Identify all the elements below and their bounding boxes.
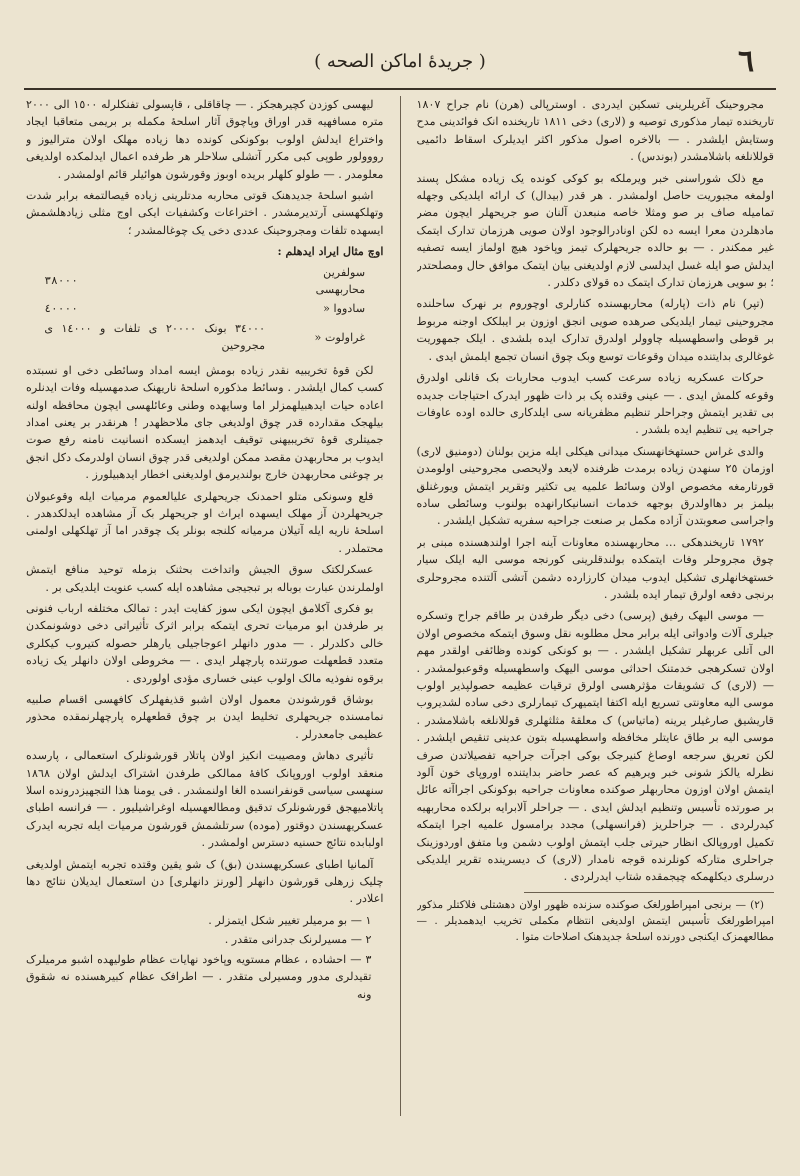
page-number: ٦ bbox=[737, 43, 755, 79]
battle-name: سولفرین محاربهسی bbox=[315, 265, 366, 297]
paragraph: عسکرلکتک سوق الجیش واتداخت بحثنک بزمله توحید منافع ایتمش اولملرندن عبارت بوباله بر تبجیجی مشاهده ایله کسب عنویت ایلدیکی بر . bbox=[26, 563, 384, 594]
header-rule bbox=[24, 88, 776, 90]
text-columns bbox=[26, 96, 774, 1116]
right-column bbox=[417, 96, 775, 1116]
paragraph: مع ذلک شوراسنی خبر ویرملکه بو کوکی کونده یک زیاده مشکل پسند اولمغه مجبوریت حاصل اولمشدر . هر قدر (بیدال) ک ارائه ایلدیکی وجهله تمامیله صاف بر صو ومثلا خاصه منبعدن آلنان صو جریحهلر ایچون مضر مادهلردن معرا ایسه ده لکن اونادرالوجود اولان صویی هرزمان تدارک ایتمک غیر ممکندر . — بو حالده جریحهلرک تیمز وپاخود هیچ اولماز ایسه تصفیه ایدلش صو ایله غسل ایدلسی لازم اولدیغنی بیان ایتمک موافق حال ومصلحتدر ؛ بو سویی هرزمان تدارک ایتمک ده قولای دکلدر . bbox=[416, 171, 774, 290]
table-row bbox=[40, 299, 369, 318]
paragraph: قلع وسونکی متلو احمدنک جریحهلری علیالعموم مرمیات ایله وقوعبولان جریحهلردن آز مهلک ایسهده ایراث او جریحهلر بک آز مشاهده ایدلکدهدر . اسلحهٔ ناریه ایله آتیلان مرمیانه کلنجه بونلر یک چوقدر اما آز تهلکهلی اولمنی محتملدر . bbox=[26, 489, 384, 555]
list-item: ١ — بو مرمیلر تغییر شکل ایتمزلر . bbox=[208, 913, 372, 927]
paragraph: بو فکری آکلامق ایچون ایکی سوز کفایت ایدر : تمالک مختلفه ارباب فنونی بر طرفدن ابو مرمیات تحری ایتمکه برابر اثرک تأثیراتی دخی دوشونمکدن خالی دکلدرلر . — مدور دانهلر اعوجاجیلی یارهلر حصوله کتیروب کیکلری متعدد قطعهلت صورتنده پارچهلر ایدی . — مخروطی اولان دانهلر یک زیاده برقوه نفوذیه مالک اولوب عینی خساری مؤدی اولوردی . bbox=[26, 601, 384, 685]
casualty-count: ٤٠٠٠٠ bbox=[44, 302, 78, 316]
column-divider bbox=[400, 96, 401, 1116]
paragraph: والدی غراس حستهخانهسنک میدانی هیکلی ایله مزین بولنان (دومنیق لاری) اوزمان ٢٥ سنهدن زیاده برمدت ظرفنده لایعد ولایحصی مجروحینی اولومدن قورتارمغه مخصوص اولان وسائط علمیه یی تکثیر وتقریر ایتمش ویورغنلق بیلمز بر دهااولدرق بوجهه خدمات انسانیکارانهده بولنوب وسائطی ساده واجراسی صعوبتدن آزاده مکمل بر صنعت جراحیه سفریه تشکیل ایلشدر . bbox=[416, 444, 774, 528]
page-header bbox=[24, 38, 776, 84]
battle-name: غراولوت « bbox=[314, 330, 366, 344]
paragraph: — موسی الیهک رفیق (پرسی) دخی دیگر طرفدن بر طاقم جراح وتسکره جیلری آلات وادواتی ایله برابر محل مطلوبه نقل وسوق ایتمکه مخصوص اولان الی آتلی عربهلر تشکیل ایلشدر . — بو کونکی کونده وظائفی اولقدر مهم اولان تسکرهجی خدمتنک احداثی موسی الیهک واسطهسیله وقوعبولمشدر . — (لاری) ک تشویقات مؤثرهسی اولرق ترقیات عظیمه حصولپذیر اولوب موسی الیه معاونتی تسریع ایله اکتفا ایتمیهرک تیمارلری دخی ساده لشدیروب قاریشیق صارغیلر یرینه (ماتیاس) ک معلقهٔ مثلثهلری قوللانلغه باشلامشدر . موسی الیه بر طاق عایتلر مخافظه واسطهسیله بتون عدینی تنقیص ایلشدر . لکن تعریق سرجعه اوصاغ کنیرجک بوکی اجرآت جراحیه تفصیلاتدن صرف نظرله یالکز شونی خبر ویرهیم که عصر حاضر بدایتنده اوروپای خون آلود ایتمش اولان اوزون محاربهلر صوکنده معاونات جراحیه بوکونکی اجراآته عائل بر صورتده تأسیس وتنظیم ایدلش ایدی . — جراحلر آلابرایه برلکده محاربهیه کیدرلردی . — جراحلریز (فرانسهلی) مجدد برامسول علمیه اجرا ایتمکه تکمیل اوروپالک انظار حیرتی جلب ایتمش اولوب دشمن وبا متفق اوردوزینک جراحلری متارکه کونلرنده قوجه نامدار (لاری) ک دیسرینده تقریر ایلدیکی درسلری دیکلهمکه چیجمقده شتاب ایدرلردی . bbox=[416, 609, 774, 884]
battle-name: سادووا « bbox=[323, 302, 366, 316]
paragraph: ١٧٩٢ تاریخندهکی … محاربهسنده معاونات آینه اجرا اولندهسنده مبنی بر چوق مجروحلر وفات ایتمکده بولندقلرینی کورنجه موسی الیه ایلک سیار خستهخانهلری تشکیل ایدوب میدان کارزارده دشمن آتشی آلتنده مجروحلری برنجی دفعه اولرق تیمار ایده بلشدر . bbox=[416, 535, 774, 601]
paragraph: لکن قوهٔ تخریبیه نقدر زیاده بومش ایسه امداد وسائطی دخی او نسبتده کسب کمال ایلشدر . وسائط مذکوره اسلحهٔ ناریهنک صدمهسیله وفات ایدنلره اعاده حیات ایدهبیلهمزلر اما وسایهده وطنی وعائلهسی ایچون محافظه اولنه بیلهجک مقدارده قدر چوق اولدیغی جای ملاحظهدر ! هرنقدر بر یعنی امداد جمیتلری قوهٔ تخریبیهنی توقیف ایدهمز ایسکده انسانیت نامنه رفع صوت ایدوب بر محاربهدن مقصد ممکن اولدیغی قدر چوق انسان اولدرمک دکل انجق بر چوغنی محاربهدن خارج بولندیرمق اولدیغنی اخطار ایدهبیلورز . bbox=[26, 363, 384, 482]
casualty-count: ٣٨٠٠٠ bbox=[44, 274, 78, 288]
paragraph: مجروحینک آغریلرینی تسکین ایدردی . اوسترپالی (هرن) نام جراح ١٨٠٧ تاریخنده تیمار مذکوری توصیه و (لاری) دخی ١٨١١ تاریخنده انک فوائدینی مدح وستایش ایلشدر . — بالاخره اصول مذکور اکثر ایدیلرک اسقاط دائمیی قوللانلغه باشلامشدر (بوندس) . bbox=[416, 98, 774, 164]
list-item: ٣ — احشاده ، عظام مستویه وپاخود نهایات عظام طولیهده اشبو مرمیلرک تقیدلری مدور ومسیرلی متقدر . — اطرافک عظام کبیرهسنده نه شقوق ونه bbox=[26, 952, 372, 1001]
list-item: ٢ — مسیرلرنک جدرانی متقدر . bbox=[224, 933, 372, 947]
table-row bbox=[40, 263, 369, 300]
numbered-list bbox=[26, 912, 372, 1003]
paragraph: تأثیری دهاش ومصیبت انکیز اولان پاتلار قورشونلرک استعمالی ، پارسده منعقد اولوب اوروپانک کافهٔ ممالکی طرفدن اشتراک ایدلش اولان ١٨٦٨ سنهسی سیاسی قونفرانسده الغا اولنمشدر . فی یومنا هذا التجهیزدرونده اسلا پاتلامیهجق قورشونلرک تدقیق ومطالعهسیله اوغراشیلیور . — فرانسه اطبای عسکریهسندن دوقتور (موده) سرتلشمش قورشون مرمیات ایله تجربه ایدرک اولبابده نتائج حسنیه دسترس اولمشدر . bbox=[26, 749, 384, 850]
footnote: (٢) — برنجی امپراطورلغک صوکنده سزنده ظهور اولان دهشتلی فلاکتلر مذکور امپراطورلغک تأسیس ایتمش اولدیغی انتظام مکملی تخریب ایدهمدیلر . — مطالعهمزک ایکنجی دورنده اسلحهٔ جدیدهنک اصلاحات متوا . bbox=[416, 898, 774, 943]
paragraph: آلمانیا اطبای عسکریهسندن (بق) ک شو یقین وقتده تجربه ایتمش اولدیغی چلیک زرهلی قورشون دانهلر [لورنز دانهلری] دن استعمال ایدیلان نتائج دها اعلادر . bbox=[26, 857, 384, 906]
left-column bbox=[26, 96, 384, 1116]
paragraph: حرکات عسکریه زیاده سرعت کسب ایدوب محاربات بک قانلی اولدرق وقوعه کلمش ایدی . — عینی وقتده پک بر ذات ظهور ایدرک احتیاجات جدیده بی تقدیر ایتمش وجراحلر تنظیم مظفریانه سی ایلدکاری حالده اوده عاوفات جراحیه یی تنظیم ایده بلشدر . bbox=[416, 371, 774, 437]
casualty-count: ٣٤٠٠٠ بونک ٢٠٠٠٠ ی تلفات و ١٤٠٠٠ ی مجروحین bbox=[44, 321, 266, 353]
stats-title: اوچ مثال ایراد ایدهلم : bbox=[277, 244, 384, 259]
table-row bbox=[40, 319, 369, 356]
casualty-table bbox=[40, 263, 369, 356]
running-title: ( جریدهٔ اماکن الصحه ) bbox=[314, 50, 486, 72]
paragraph: اشبو اسلحهٔ جدیدهنک قوتی محاربه مدتلرینی زیاده قیصالتمغه برابر شدت وتهلکهسنی آرتدیرمشدر . اختراعات وکشفیات ایکی اوج مثلی زیادهلشمش ایسهده تلفات ومجروحینک عددی دخی یک چوغالمشدر ؛ bbox=[26, 189, 384, 237]
paragraph: لیهسی کوزدن کچیرهجکز . — چاقاقلی ، قاپسولی تفنکلرله ١٥٠٠ الی ٢٠٠٠ متره مسافهیه قدر اوراق وپاچوق آثار اسلحهٔ مکمله بر بریمی متعاقبا ایجاد واختراع ایدلش اولوب بوکونکی کونده دها زیاده مهلک اولان متراليوز و رووولور طوپی کبی مکرر آتشلی سلاحلر هر طرفده اعمال ایدلمکده اولدیغی معلومدر . — طولو کلهلر بریده اوبوز وقورشون هوائیلر قائم اولمشدر . bbox=[26, 98, 384, 181]
paragraph: بوشاق قورشوندن معمول اولان اشبو قذیفهلرک کافهسی اقسام صلبیه نمامسنده جریحهلری تخلیط ایدن بر چوق قطعهلره پارچهلرنمقده محذور عظیمی جامعدرلر . bbox=[26, 693, 384, 741]
footnote-rule bbox=[524, 892, 774, 893]
paragraph: (تپر) نام ذات (پارله) محاربهسنده کنارلری اوچوروم بر نهرک ساحلنده مجروحینی تیمار ایلدیکی صرهده صویی انجق اوزون بر ایبلکک اوجنه مربوط بر قوطی واسطهسیله چاوولر اولدرق تدارک ایده بلشدی . ایلک جمهوریت غوغالری بدایتنده میدان وقوعات توسع وبک چوق انسان تجمع ایلمش ایدی . bbox=[416, 297, 774, 363]
